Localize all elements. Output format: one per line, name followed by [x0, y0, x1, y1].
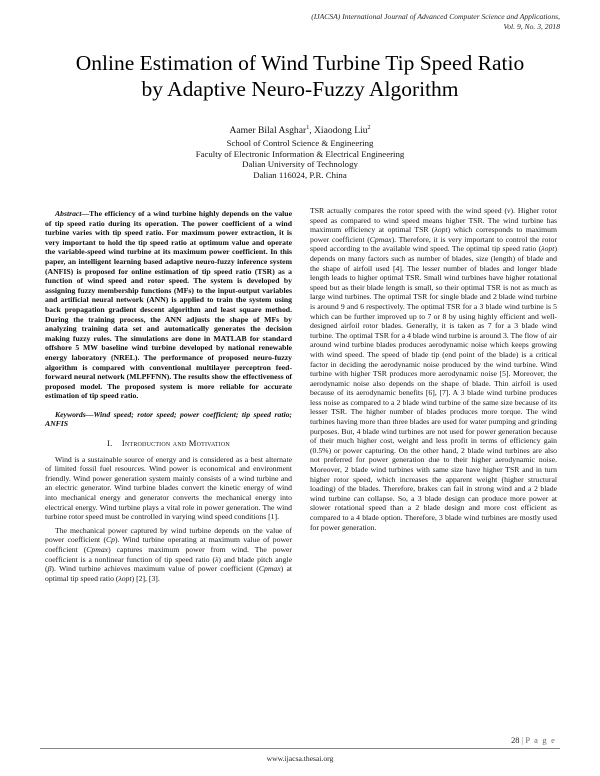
text-run: ) and blade pitch angle ( — [45, 554, 292, 574]
abstract — [45, 209, 292, 401]
section-heading — [45, 439, 292, 449]
symbol-lambda-opt: λopt — [434, 225, 448, 235]
paper-title — [40, 50, 560, 102]
section-title: Introduction and Motivation — [121, 438, 230, 449]
text-run: ) at optimal tip speed ratio ( — [45, 564, 292, 583]
affiliation-line: Dalian University of Technology — [242, 159, 358, 170]
title-line-1: Online Estimation of Wind Turbine Tip Speed Ratio — [75, 51, 525, 75]
section-number: I. — [107, 438, 113, 449]
symbol-lambda: λ — [215, 554, 219, 564]
text-run: ). Wind turbine operating at maximum value of power coefficient ( — [45, 535, 293, 554]
text-run: ) [2], [3]. — [131, 573, 160, 583]
left-column — [45, 206, 292, 587]
text-run: ) depends on many factors such as number of blades, size (length) of blade and the shape of airfoil used [4]. The lesser number of blades and longer blade length leads to higher optimal TSR. Small wind turbines have higher rotational speed but as their blade length is small, so their optimal TSR is not as much as large wind turbines. The optimal TSR for single blade and 2 blade wind turbine is around 9 and 6 respectively. The optimal TSR for a 3 blade wind turbine is 5 which can be further improved up to 7 or 8 by using highly efficient and well-designed airfoil rotor blades. Generally, it is taken as 7 for a 3 blade wind turbine. The optimal TSR for a 4 blade wind turbine is around 3. The flow of air around wind turbine blades produces aerodynamic noise which keeps growing with wind speed. The speed of blade tip (end point of the blade) is a critical factor in deciding the aerodynamic noise produced by the wind turbine. Wind turbine with higher TSR produces more aerodynamic noise [5]. Moreover, the aerodynamic noise also depends on the shape of blade. Thin airfoil is used because of its aerodynamic benefits [6], [7]. A 3 blade wind turbine produces less noise as compared to a 2 blade wind turbine of the same size because of its lesser TSR. The higher number of blades produces more torque. The wind turbines having more than three blades are used for water pumping and grinding purposes. But, 4 blade wind turbines are not used for power generation because of their much higher cost, weight and less profit in terms of efficiency gain (0.5%) or power capturing. On the other hand, 2 blade wind turbines are also not preferred for power generation due to their higher aerodynamic noise. Moreover, 2 blade wind turbines with same size have higher TSR and in turn higher rotor speed, which increases the apparent weight (higher structural loading) of the blades. Therefore, brakes can fail in strong wind and a 2 blade wind turbine can collapse. So, a 3 blade design can produce more power at slower rotational speed than a 2 blade design and more cost efficient as compared to a 4 blade option. Therefore, 3 blade wind turbines are mostly used for power generation. — [310, 244, 557, 532]
page-separator: | — [519, 736, 526, 745]
author-separator: , — [309, 125, 314, 137]
intro-paragraph-2 — [45, 526, 292, 584]
right-column — [310, 206, 557, 536]
author-2-affiliation: 2 — [367, 125, 371, 131]
footer-url: www.ijacsa.thesai.org — [266, 754, 334, 763]
footer-divider — [40, 748, 560, 749]
journal-header — [140, 12, 560, 32]
text-run: ). Higher rotor speed as compared to wind speed means higher TSR. The wind turbine has maximum efficiency at optimal TSR ( — [310, 206, 557, 235]
journal-name: (IJACSA) International Journal of Advanced Computer Science and Applications, — [311, 12, 560, 21]
abstract-text: —The efficiency of a wind turbine highly depends on the value of tip speed ratio during its operation. The power coefficient of a wind turbine varies with tip speed ratio. For maximum power extraction, it is very important to hold the tip speed ratio at optimum value and operate the variable-speed wind turbine at its maximum power coefficient. In this paper, an intelligent learning based adaptive neuro-fuzzy inference system (ANFIS) is proposed for online estimation of tip speed ratio (TSR) as a function of wind speed and rotor speed. The system is developed by assigning fuzzy membership functions (MFs) to the input-output variables and artificial neural network (ANN) is applied to train the system using back propagation gradient descent algorithm and least square method. During the training process, the ANN adjusts the shape of MFs by analyzing training data set and automatically generates the decision making fuzzy rules. The simulations are done in MATLAB for standard offshore 5 MW baseline wind turbine developed by national renewable energy laboratory (NREL). The performance of proposed neuro-fuzzy algorithm is compared with conventional multilayer perceptron feed-forward neural network (MLPFFNN). The results show the effectiveness of proposed model. The proposed system is more reliable for accurate estimation of tip speed ratio. — [45, 209, 292, 401]
text-run: ). Wind turbine achieves maximum value of power coefficient ( — [51, 564, 259, 574]
text-run: TSR actually compares the rotor speed with the wind speed ( — [310, 206, 508, 215]
journal-volume: Vol. 9, No. 3, 2018 — [503, 22, 560, 31]
author-1-affiliation: 1 — [306, 125, 310, 131]
symbol-lambda-opt: λopt — [118, 573, 132, 583]
page-number-value: 28 — [511, 736, 520, 745]
text-run: ). Therefore, it is very important to control the rotor speed according to the available wind speed. The optimal tip speed ratio ( — [310, 234, 557, 254]
tsr-paragraph — [310, 206, 557, 532]
symbol-cpmax: Cpmax — [369, 234, 392, 244]
symbol-beta: β — [47, 564, 52, 574]
page-number — [511, 736, 556, 745]
symbol-cpmax: Cpmax — [86, 545, 109, 554]
text-run: The mechanical power captured by wind turbine depends on the value of power coefficient ( — [45, 525, 292, 545]
affiliation-line: Dalian 116024, P.R. China — [253, 169, 347, 180]
author-2: Xiaodong Liu — [313, 125, 368, 137]
text-run: ) captures maximum power from wind. The power coefficient is a nonlinear function of tip speed ratio ( — [45, 545, 292, 564]
author-1: Aamer Bilal Asghar — [229, 125, 307, 137]
text-run: ) which corresponds to maximum power coefficient ( — [310, 225, 557, 244]
affiliation-line: School of Control Science & Engineering — [226, 138, 374, 148]
symbol-lambda-opt: λopt — [541, 244, 555, 254]
keywords: Keywords—Wind speed; rotor speed; power coefficient; tip speed ratio; ANFIS — [45, 409, 292, 429]
abstract-lead: Abstract — [55, 209, 82, 218]
page-word: P a g e — [525, 736, 556, 745]
author-list — [40, 122, 560, 137]
symbol-cpmax: Cpmax — [258, 564, 281, 574]
title-line-2: by Adaptive Neuro-Fuzzy Algorithm — [141, 77, 459, 101]
affiliation-line: Faculty of Electronic Information & Electrical Engineering — [195, 148, 405, 159]
symbol-v: v — [507, 206, 511, 215]
intro-paragraph-1: Wind is a sustainable source of energy and is considered as a best alternate of limited fossil fuel resources. Wind power is economical and environment friendly. Wind power generation system mainly consists of a wind turbine and an electric generator. Wind turbine blades convert the kinetic energy of wind into mechanical energy and generator converts the mechanical energy into electrical energy. Wind turbine plays a vital role in power generation. The wind turbine rotor speed must be controlled in varying wind speed conditions [1]. — [45, 454, 292, 522]
symbol-cp: Cp — [106, 535, 116, 545]
affiliations — [40, 138, 560, 180]
